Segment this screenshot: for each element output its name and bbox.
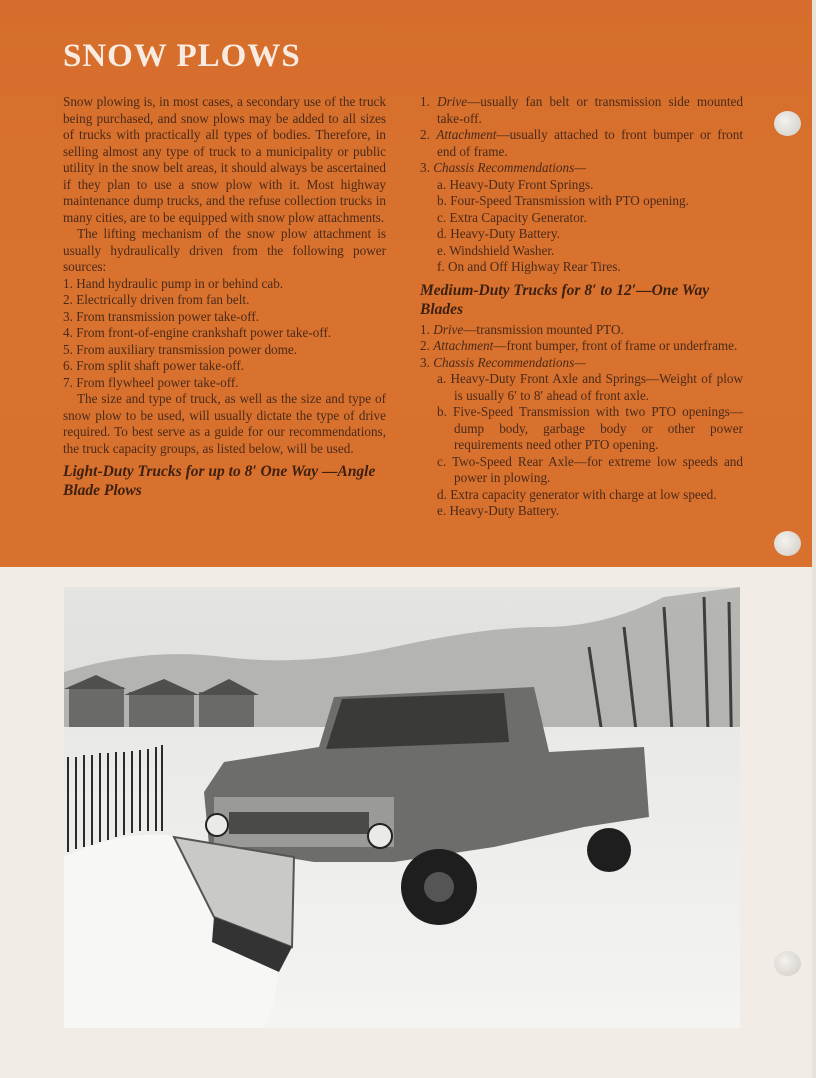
light-item [420,160,743,177]
item-number: 3. [420,354,430,370]
medium-chassis-item: c. Two-Speed Rear Axle—for extreme low speeds and power in plowing. [437,453,743,485]
light-duty-heading: Light-Duty Trucks for up to 8′ One Way —Angle Blade Plows [63,463,376,499]
item-label: Drive [437,94,468,109]
item-label: Chassis Recommendations [433,354,575,370]
item-label: Drive [433,321,464,337]
item-number: 3. [420,160,430,175]
item-text: —front bumper, front of frame or underframe. [493,338,738,353]
power-source-item: 2. Electrically driven from fan belt. [63,292,250,307]
light-chassis-item: b. Four-Speed Transmission with PTO opening. [437,193,689,208]
light-chassis-item: c. Extra Capacity Generator. [437,209,587,225]
medium-chassis-item: d. Extra capacity generator with charge at low speed. [437,486,717,502]
right-column [420,94,743,520]
medium-chassis-item: e. Heavy-Duty Battery. [437,503,560,518]
item-label: Chassis Recommendations [433,160,575,175]
size-paragraph: The size and type of truck, as well as the size and type of snow plow to be used, will usually dictate the type of drive required. To best serve as a guide for our recommendations, the truck capacity groups, as listed below, will be used. [63,391,386,456]
medium-item [420,322,743,339]
power-source-item: 7. From flywheel power take-off. [63,374,239,390]
item-number: 2. [420,338,430,353]
binder-hole [774,951,801,976]
light-chassis-item: f. On and Off Highway Rear Tires. [437,259,621,274]
medium-chassis-item: b. Five-Speed Transmission with two PTO openings—dump body, garbage body or other power requirements need other PTO opening. [437,404,743,452]
light-chassis-item: a. Heavy-Duty Front Springs. [437,176,594,192]
medium-chassis-item: a. Heavy-Duty Front Axle and Springs—Weight of plow is usually 6′ to 8′ ahead of front axle. [437,371,743,403]
item-text: —transmission mounted PTO. [463,321,624,337]
power-source-item: 6. From split shaft power take-off. [63,358,245,373]
power-source-item: 1. Hand hydraulic pump in or behind cab. [63,275,284,291]
power-source-item: 3. From transmission power take-off. [63,308,260,324]
item-number: 2. [420,127,430,142]
medium-item [420,338,743,355]
light-chassis-item: e. Windshield Washer. [437,242,555,258]
page-title: SNOW PLOWS [63,38,301,74]
light-chassis-item: d. Heavy-Duty Battery. [437,226,560,241]
light-item [420,94,743,127]
power-source-item: 5. From auxiliary transmission power dome. [63,341,298,357]
item-text: — [574,354,586,370]
lifting-paragraph: The lifting mechanism of the snow plow attachment is usually hydraulically driven from the following power sources: [63,226,386,274]
left-column [63,94,386,503]
item-label: Attachment [433,338,494,353]
binder-hole [774,111,801,136]
item-text: — [574,160,586,175]
item-number: 1. [420,321,430,337]
item-label: Attachment [436,127,497,142]
light-item [420,127,743,160]
truck-snow-plow-photo [64,587,740,1028]
item-number: 1. [420,94,430,109]
item-text: —usually attached to front bumper or front end of frame. [437,127,743,159]
page-edge [812,0,816,1078]
medium-duty-heading: Medium-Duty Trucks for 8′ to 12′—One Way Blades [420,281,710,318]
intro-paragraph: Snow plowing is, in most cases, a secondary use of the truck being purchased, and snow plows may be added to all sizes of trucks with practically all types of bodies. Therefore, in selling almost any type of truck to a municipality or public utility in the snow belt areas, it should always be ascertained if they plan to use a snow plow with it. Most highway maintenance dump trucks, and the refuse collection trucks in many cities, are to be equipped with snow plow attachments. [63,94,386,225]
binder-hole [774,531,801,556]
houses [64,675,259,727]
item-text: —usually fan belt or transmission side mounted take-off. [437,94,744,126]
power-source-item: 4. From front-of-engine crankshaft power take-off. [63,325,332,340]
medium-item [420,355,743,372]
